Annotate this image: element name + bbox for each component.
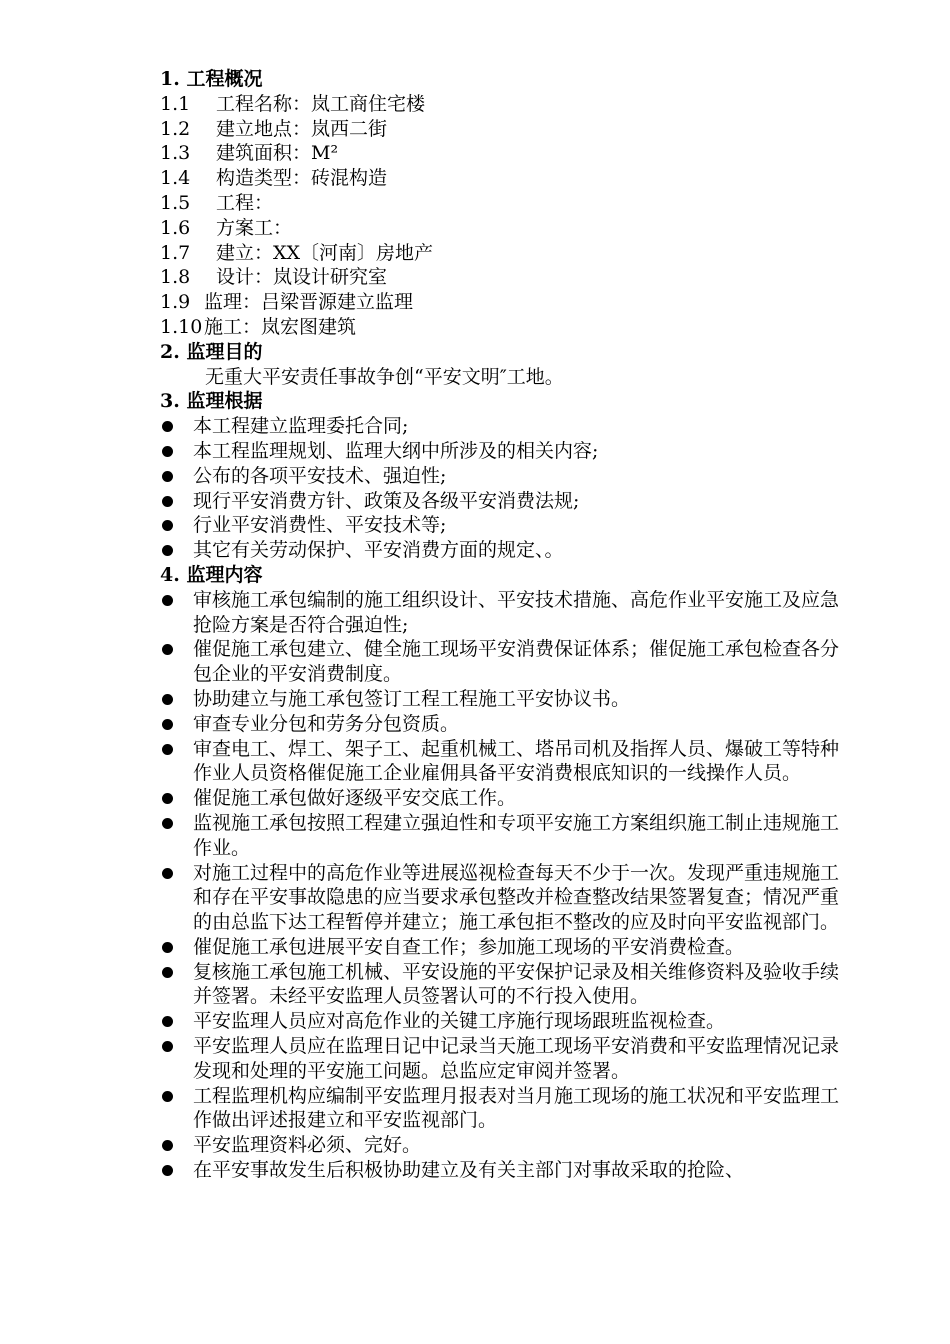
list-item xyxy=(160,464,860,489)
bullet-icon xyxy=(160,538,193,563)
list-item xyxy=(160,1133,860,1158)
list-item-text: 监视施工承包按照工程建立强迫性和专项平安施工方案组织施工制止违规施工作业。 xyxy=(193,811,840,859)
list-item xyxy=(160,935,860,960)
item-text: 监理：吕梁晋源建立监理 xyxy=(204,291,414,314)
list-item xyxy=(160,439,860,464)
bullet-icon xyxy=(160,786,193,811)
bullet-icon xyxy=(160,737,193,762)
item-number: 1.10 xyxy=(160,315,203,338)
content-list xyxy=(160,588,860,1183)
bullet-icon xyxy=(160,1009,193,1034)
list-item-text: 本工程监理规划、监理大纲中所涉及的相关内容; xyxy=(193,439,599,462)
list-item-text: 对施工过程中的高危作业等进展巡视检查每天不少于一次。发现严重违规施工和存在平安事故隐患的应当要求承包整改并检查整改结果签署复查；情况严重的由总监下达工程暂停并建立；施工承包拒不整改的应及时向平安监视部门。 xyxy=(193,861,840,934)
overview-item xyxy=(160,315,860,340)
bullet-icon xyxy=(160,464,193,489)
bullet-icon xyxy=(160,712,193,737)
list-item-text: 在平安事故发生后积极协助建立及有关主部门对事故采取的抢险、 xyxy=(193,1159,745,1182)
overview-item xyxy=(160,241,860,266)
bullet-icon xyxy=(160,960,193,985)
list-item-text: 其它有关劳动保护、平安消费方面的规定、。 xyxy=(193,539,564,562)
item-text: 设计：岚设计研究室 xyxy=(216,266,388,289)
list-item-text: 工程监理机构应编制平安监理月报表对当月施工现场的施工状况和平安监理工作做出评述报建立和平安监视部门。 xyxy=(193,1084,840,1132)
bullet-icon xyxy=(160,439,193,464)
list-item xyxy=(160,1084,860,1134)
bullet-icon xyxy=(160,1084,193,1109)
item-text: 建立地点：岚西二街 xyxy=(216,117,388,140)
basis-list xyxy=(160,414,860,563)
overview-item xyxy=(160,117,860,142)
list-item-text: 审核施工承包编制的施工组织设计、平安技术措施、高危作业平安施工及应急抢险方案是否符合强迫性; xyxy=(193,588,840,636)
list-item xyxy=(160,786,860,811)
list-item-text: 现行平安消费方针、政策及各级平安消费法规; xyxy=(193,489,580,512)
list-item-text: 公布的各项平安技术、强迫性; xyxy=(193,464,447,487)
overview-item xyxy=(160,265,860,290)
item-number: 1.8 xyxy=(160,266,191,289)
list-item xyxy=(160,1034,860,1084)
overview-item xyxy=(160,141,860,166)
list-item-text: 本工程建立监理委托合同; xyxy=(193,415,409,438)
bullet-icon xyxy=(160,1158,193,1183)
item-number: 1.2 xyxy=(160,117,191,140)
overview-item xyxy=(160,166,860,191)
list-item-text: 复核施工承包施工机械、平安设施的平安保护记录及相关维修资料及验收手续并签署。未经平安监理人员签署认可的不行投入使用。 xyxy=(193,960,840,1008)
list-item-text: 催促施工承包做好逐级平安交底工作。 xyxy=(193,787,517,810)
overview-item xyxy=(160,92,860,117)
item-number: 1.4 xyxy=(160,167,191,190)
item-text: 构造类型：砖混构造 xyxy=(216,167,388,190)
item-text: 工程名称：岚工商住宅楼 xyxy=(216,92,426,115)
bullet-icon xyxy=(160,811,193,836)
item-text: 方案工： xyxy=(216,216,293,239)
list-item xyxy=(160,737,860,787)
list-item-text: 平安监理人员应对高危作业的关键工序施行现场跟班监视检查。 xyxy=(193,1010,726,1033)
list-item xyxy=(160,1009,860,1034)
overview-item xyxy=(160,290,860,315)
bullet-icon xyxy=(160,588,193,613)
item-text: 施工：岚宏图建筑 xyxy=(204,315,357,338)
bullet-icon xyxy=(160,489,193,514)
overview-item xyxy=(160,191,860,216)
list-item-text: 催促施工承包建立、健全施工现场平安消费保证体系；催促施工承包检查各分包企业的平安消费制度。 xyxy=(193,638,840,686)
list-item xyxy=(160,687,860,712)
item-number: 1.5 xyxy=(160,191,191,214)
bullet-icon xyxy=(160,687,193,712)
list-item-text: 平安监理资料必须、完好。 xyxy=(193,1134,422,1157)
list-item xyxy=(160,1158,860,1183)
list-item-text: 催促施工承包进展平安自查工作；参加施工现场的平安消费检查。 xyxy=(193,935,745,958)
item-text: 工程： xyxy=(216,191,274,214)
list-item-text: 平安监理人员应在监理日记中记录当天施工现场平安消费和平安监理情况记录发现和处理的平安施工问题。总监应定审阅并签署。 xyxy=(193,1035,840,1082)
bullet-icon xyxy=(160,414,193,439)
list-item xyxy=(160,712,860,737)
section-heading-purpose: 2. 监理目的 xyxy=(160,340,263,363)
list-item xyxy=(160,588,860,638)
section-heading-overview: 1. 工程概况 xyxy=(160,68,263,90)
item-number: 1.9 xyxy=(160,291,191,314)
item-number: 1.7 xyxy=(160,241,191,264)
item-number: 1.3 xyxy=(160,142,191,165)
bullet-icon xyxy=(160,637,193,662)
item-text: 建立：XX〔河南〕房地产 xyxy=(216,241,434,264)
list-item-text: 审查专业分包和劳务分包资质。 xyxy=(193,712,460,735)
list-item xyxy=(160,513,860,538)
list-item xyxy=(160,811,860,861)
item-number: 1.6 xyxy=(160,216,191,239)
list-item xyxy=(160,637,860,687)
section-heading-basis: 3. 监理根据 xyxy=(160,390,263,413)
bullet-icon xyxy=(160,1034,193,1059)
list-item-text: 行业平安消费性、平安技术等; xyxy=(193,514,447,537)
list-item-text: 协助建立与施工承包签订工程工程施工平安协议书。 xyxy=(193,687,631,710)
bullet-icon xyxy=(160,935,193,960)
document-page xyxy=(160,67,860,1183)
list-item-text: 审查电工、焊工、架子工、起重机械工、塔吊司机及指挥人员、爆破工等特种作业人员资格催促施工企业雇佣具备平安消费根底知识的一线操作人员。 xyxy=(193,737,840,785)
list-item xyxy=(160,861,860,935)
overview-item xyxy=(160,216,860,241)
list-item xyxy=(160,960,860,1010)
bullet-icon xyxy=(160,1133,193,1158)
purpose-text: 无重大平安责任事故争创“平安文明″工地。 xyxy=(205,365,564,388)
bullet-icon xyxy=(160,861,193,886)
section-heading-content: 4. 监理内容 xyxy=(160,563,263,586)
list-item xyxy=(160,489,860,514)
list-item xyxy=(160,538,860,563)
list-item xyxy=(160,414,860,439)
item-number: 1.1 xyxy=(160,92,191,115)
bullet-icon xyxy=(160,513,193,538)
item-text: 建筑面积：M² xyxy=(216,142,339,165)
